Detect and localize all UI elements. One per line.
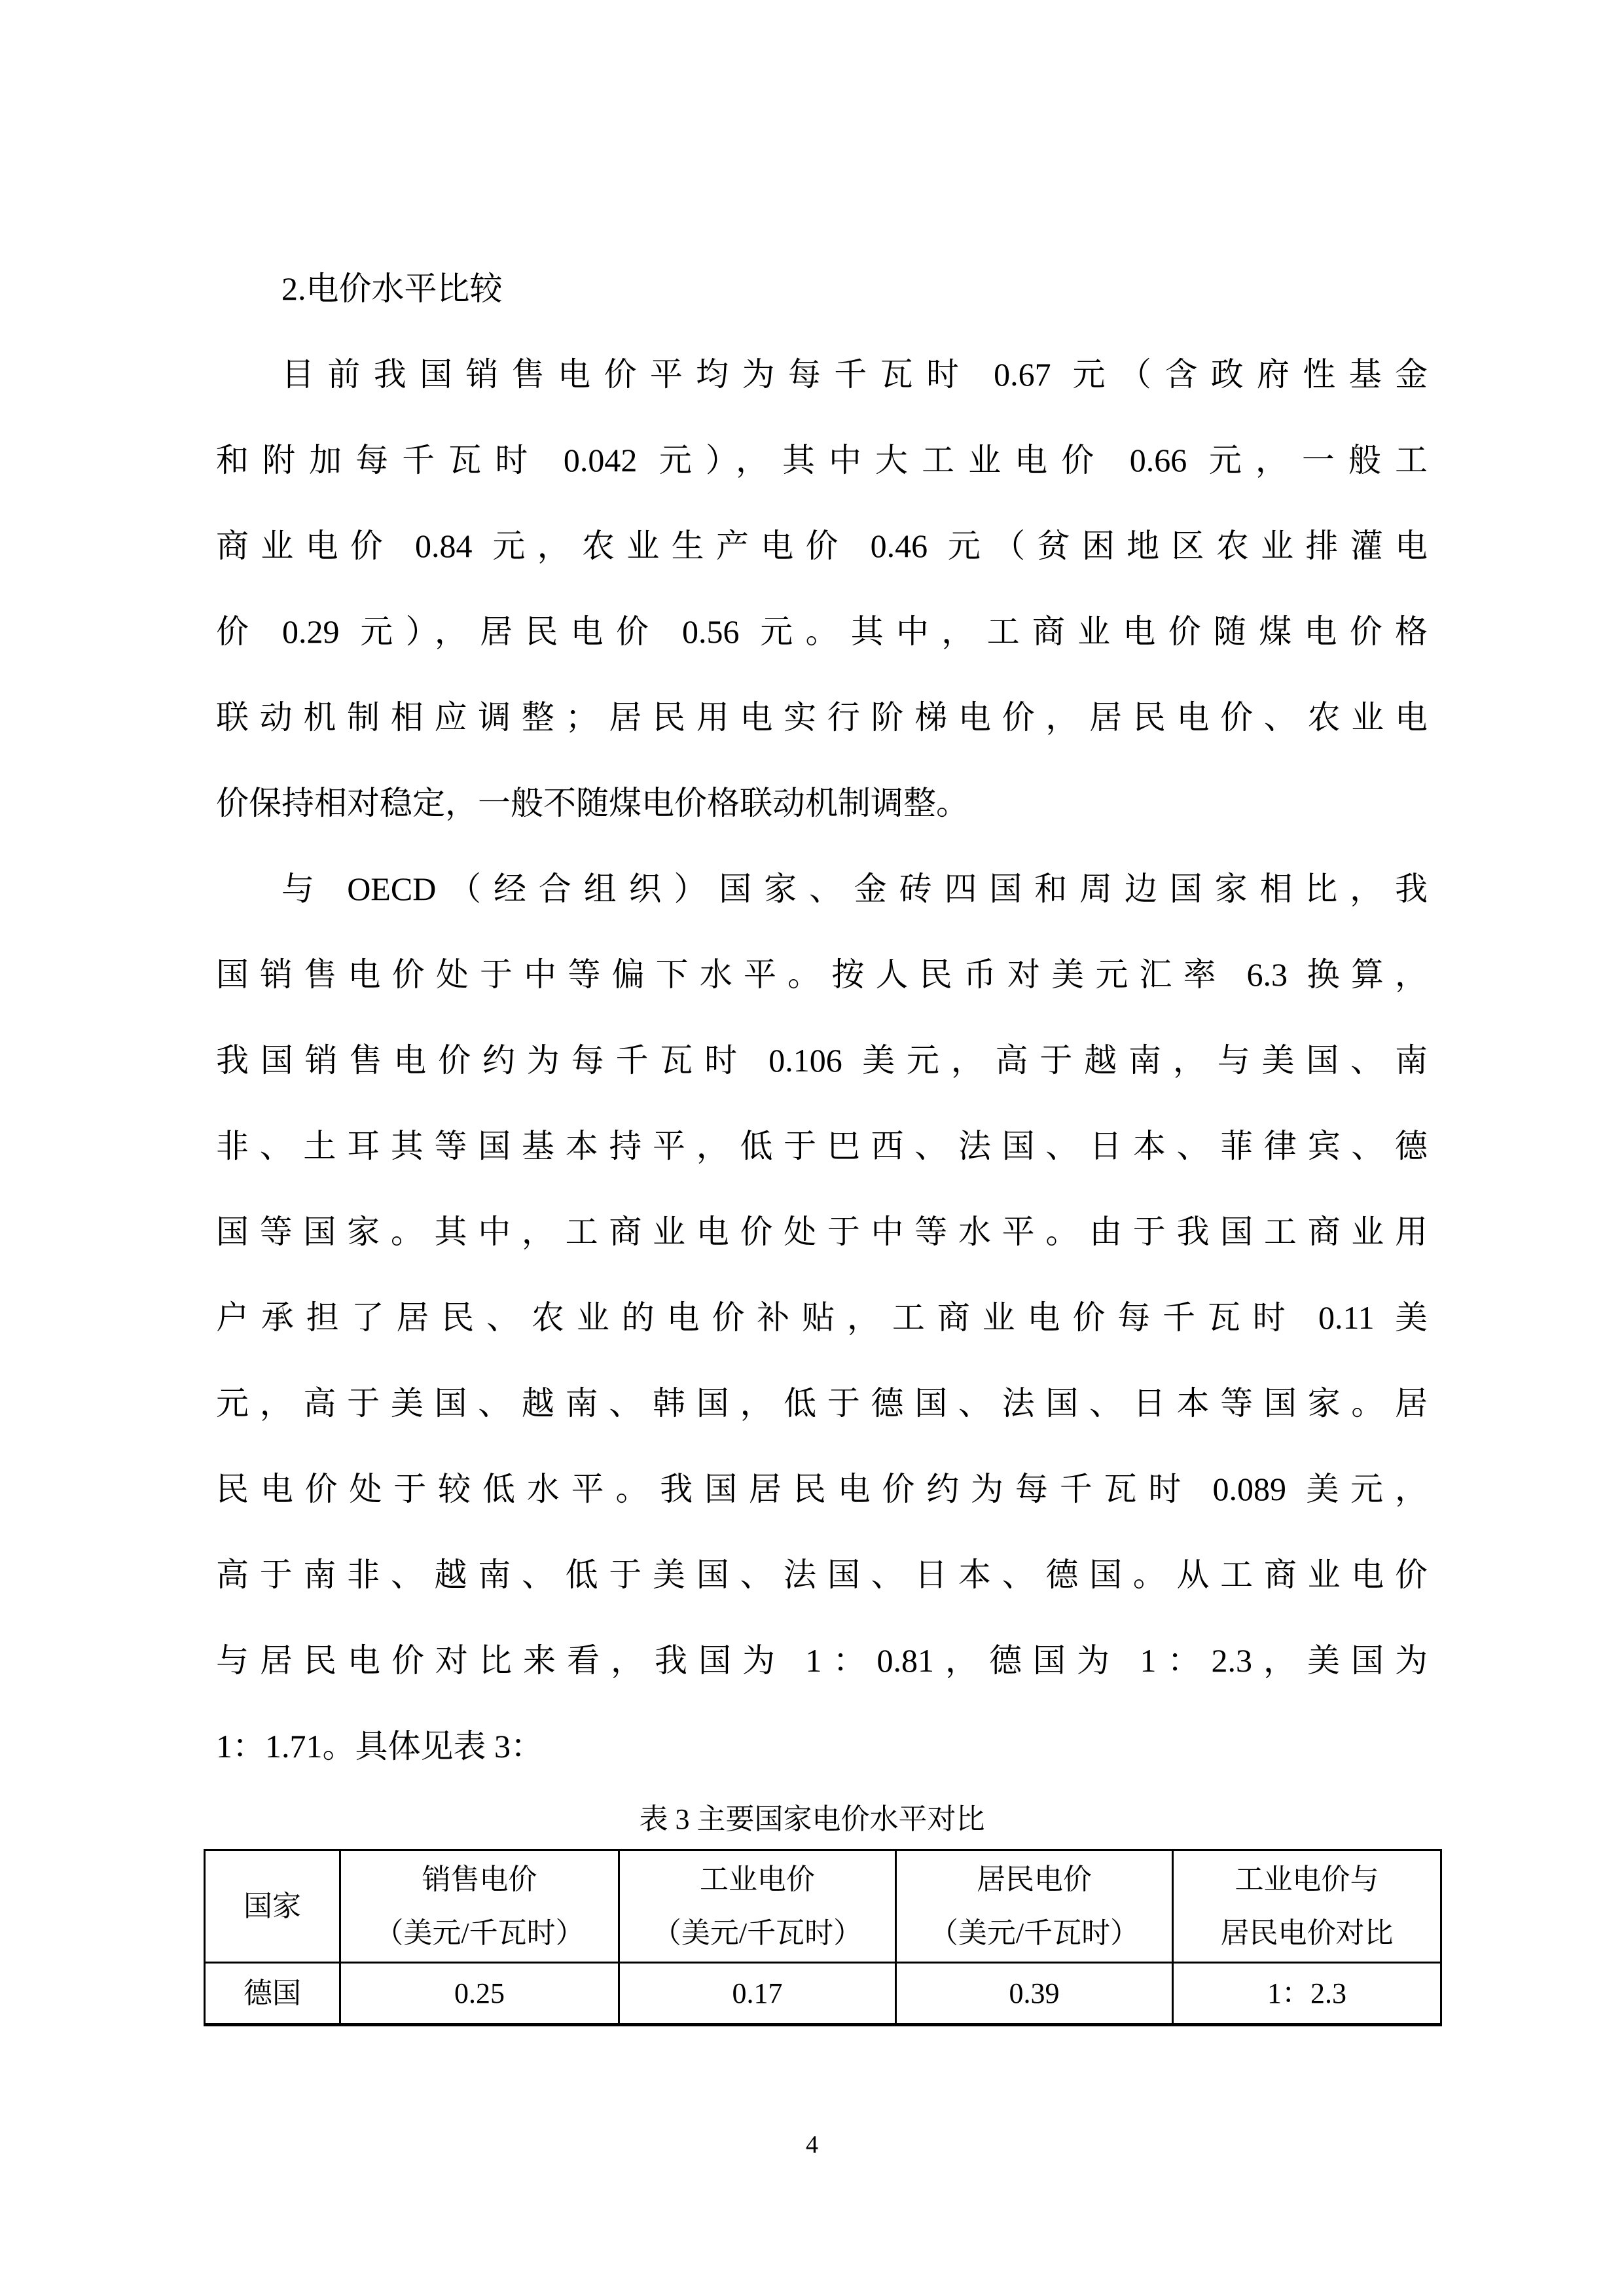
table-header-row: [205, 1850, 1441, 1963]
header-industry-line1: 工业电价: [700, 1863, 815, 1895]
price-comparison-table: [204, 1849, 1442, 2026]
header-country-label: 国家: [244, 1890, 301, 1922]
p1-line-5: 价保持相对稳定，一般不随煤电价格联动机制调整。: [216, 785, 969, 821]
p2-line-1: 国销售电价处于中等偏下水平。按人民币对美元汇率 6.3 换算，: [216, 956, 1428, 993]
p2-line-7: 民电价处于较低水平。我国居民电价约为每千瓦时 0.089 美元，: [216, 1471, 1428, 1507]
p2-line-5: 户承担了居民、农业的电价补贴，工商业电价每千瓦时 0.11 美: [216, 1299, 1428, 1336]
p1-line-4: 联动机制相应调整；居民用电实行阶梯电价，居民电价、农业电: [216, 699, 1428, 736]
header-resident-line1: 居民电价: [977, 1863, 1092, 1895]
p2-line-3: 非、土耳其等国基本持平，低于巴西、法国、日本、菲律宾、德: [216, 1128, 1428, 1164]
header-cell-ratio: [1173, 1850, 1441, 1963]
header-sale-line1: 销售电价: [422, 1863, 537, 1895]
p1-line-1: 和附加每千瓦时 0.042 元），其中大工业电价 0.66 元，一般工: [216, 442, 1428, 478]
cell-resident-price: 0.39: [896, 1963, 1173, 2025]
table-row-germany: [205, 1963, 1441, 2025]
p1-line-0: 目前我国销售电价平均为每千瓦时 0.67 元（含政府性基金: [281, 356, 1428, 393]
p1-line-2: 商业电价 0.84 元，农业生产电价 0.46 元（贫困地区农业排灌电: [216, 528, 1428, 564]
section-heading: 2.电价水平比较: [281, 270, 503, 307]
cell-industry-price: 0.17: [619, 1963, 896, 2025]
p2-line-4: 国等国家。其中，工商业电价处于中等水平。由于我国工商业用: [216, 1213, 1428, 1250]
header-ratio-line1: 工业电价与: [1235, 1863, 1379, 1895]
table-caption: 表 3 主要国家电价水平对比: [639, 1803, 985, 1835]
header-cell-resident-price: [896, 1850, 1173, 1963]
header-sale-line2: （美元/千瓦时）: [374, 1916, 585, 1949]
cell-country: 德国: [205, 1963, 340, 2025]
p1-line-3: 价 0.29 元），居民电价 0.56 元。其中，工商业电价随煤电价格: [216, 613, 1428, 650]
header-industry-line2: （美元/千瓦时）: [652, 1916, 863, 1949]
page-number: 4: [806, 2131, 818, 2159]
p2-line-9: 与居民电价对比来看，我国为 1：0.81，德国为 1：2.3，美国为: [216, 1642, 1428, 1679]
cell-ratio: 1：2.3: [1173, 1963, 1441, 2025]
header-resident-line2: （美元/千瓦时）: [929, 1916, 1140, 1949]
header-cell-sale-price: [340, 1850, 619, 1963]
header-cell-industry-price: [619, 1850, 896, 1963]
p2-line-0: 与 OECD（经合组织）国家、金砖四国和周边国家相比，我: [281, 870, 1428, 907]
p2-line-8: 高于南非、越南、低于美国、法国、日本、德国。从工商业电价: [216, 1556, 1428, 1593]
header-ratio-line2: 居民电价对比: [1220, 1916, 1394, 1949]
p2-line-6: 元，高于美国、越南、韩国，低于德国、法国、日本等国家。居: [216, 1385, 1428, 1422]
p2-line-10: 1：1.71。具体见表 3：: [216, 1728, 543, 1765]
cell-sale-price: 0.25: [340, 1963, 619, 2025]
text-block: [216, 246, 1428, 1789]
p2-line-2: 我国销售电价约为每千瓦时 0.106 美元，高于越南，与美国、南: [216, 1042, 1428, 1079]
header-cell-country: [205, 1850, 340, 1963]
